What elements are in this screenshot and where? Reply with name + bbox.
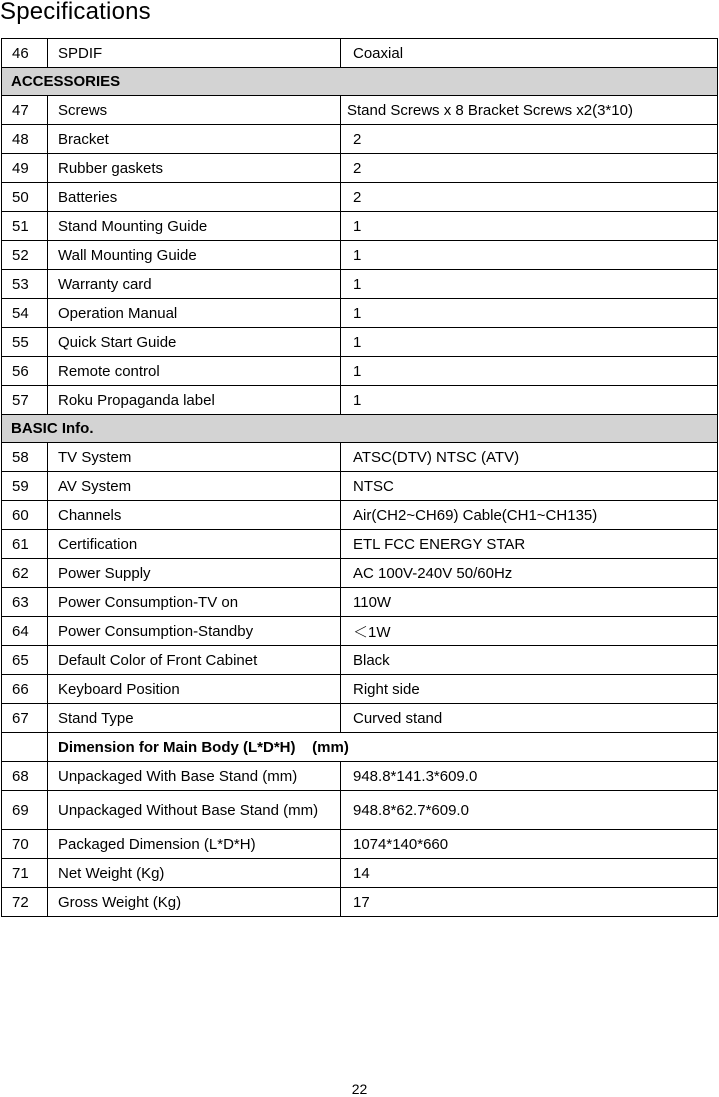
spec-value: 1 bbox=[341, 357, 718, 386]
spec-name: Unpackaged With Base Stand (mm) bbox=[48, 762, 341, 791]
spec-value: AC 100V-240V 50/60Hz bbox=[341, 559, 718, 588]
spec-value: ETL FCC ENERGY STAR bbox=[341, 530, 718, 559]
table-row bbox=[2, 617, 718, 646]
table-row bbox=[2, 559, 718, 588]
table-row bbox=[2, 704, 718, 733]
spec-value: 1 bbox=[341, 386, 718, 415]
table-row bbox=[2, 675, 718, 704]
spec-name: Remote control bbox=[48, 357, 341, 386]
row-number: 46 bbox=[2, 39, 48, 68]
table-row bbox=[2, 212, 718, 241]
spec-value: Air(CH2~CH69) Cable(CH1~CH135) bbox=[341, 501, 718, 530]
spec-value: 1 bbox=[341, 328, 718, 357]
spec-name: Net Weight (Kg) bbox=[48, 859, 341, 888]
row-number: 52 bbox=[2, 241, 48, 270]
row-number: 56 bbox=[2, 357, 48, 386]
row-number: 55 bbox=[2, 328, 48, 357]
row-number: 59 bbox=[2, 472, 48, 501]
row-number: 64 bbox=[2, 617, 48, 646]
section-header-basic-info bbox=[2, 415, 718, 443]
spec-value: 1 bbox=[341, 212, 718, 241]
row-number: 54 bbox=[2, 299, 48, 328]
spec-name: AV System bbox=[48, 472, 341, 501]
row-number: 72 bbox=[2, 888, 48, 917]
spec-value: 2 bbox=[341, 154, 718, 183]
spec-value: 1 bbox=[341, 299, 718, 328]
specifications-table bbox=[1, 38, 718, 917]
spec-value: 948.8*141.3*609.0 bbox=[341, 762, 718, 791]
row-number: 66 bbox=[2, 675, 48, 704]
row-number: 68 bbox=[2, 762, 48, 791]
row-number: 48 bbox=[2, 125, 48, 154]
row-number: 51 bbox=[2, 212, 48, 241]
spec-value: Stand Screws x 8 Bracket Screws x2(3*10) bbox=[341, 96, 718, 125]
spec-name: Roku Propaganda label bbox=[48, 386, 341, 415]
spec-value: Coaxial bbox=[341, 39, 718, 68]
row-number: 65 bbox=[2, 646, 48, 675]
spec-name: Keyboard Position bbox=[48, 675, 341, 704]
spec-name: Rubber gaskets bbox=[48, 154, 341, 183]
row-number: 70 bbox=[2, 830, 48, 859]
table-row bbox=[2, 791, 718, 830]
table-row bbox=[2, 299, 718, 328]
page-number: 22 bbox=[351, 1081, 368, 1097]
spec-name: Bracket bbox=[48, 125, 341, 154]
spec-value: 2 bbox=[341, 183, 718, 212]
table-row bbox=[2, 830, 718, 859]
spec-value: Black bbox=[341, 646, 718, 675]
spec-value: 948.8*62.7*609.0 bbox=[341, 791, 718, 830]
row-number: 71 bbox=[2, 859, 48, 888]
spec-name: Stand Mounting Guide bbox=[48, 212, 341, 241]
spec-name: Unpackaged Without Base Stand (mm) bbox=[48, 791, 341, 830]
spec-name: SPDIF bbox=[48, 39, 341, 68]
table-row bbox=[2, 646, 718, 675]
page-title: Specifications bbox=[0, 0, 151, 25]
spec-value: 14 bbox=[341, 859, 718, 888]
spec-name: Certification bbox=[48, 530, 341, 559]
table-row bbox=[2, 530, 718, 559]
row-number: 47 bbox=[2, 96, 48, 125]
section-title: BASIC Info. bbox=[2, 415, 718, 443]
spec-name: Quick Start Guide bbox=[48, 328, 341, 357]
row-number: 53 bbox=[2, 270, 48, 299]
table-row bbox=[2, 472, 718, 501]
row-number: 49 bbox=[2, 154, 48, 183]
spec-value: 1 bbox=[341, 270, 718, 299]
spec-name: Batteries bbox=[48, 183, 341, 212]
spec-name: Wall Mounting Guide bbox=[48, 241, 341, 270]
row-number: 60 bbox=[2, 501, 48, 530]
table-row bbox=[2, 443, 718, 472]
row-number: 63 bbox=[2, 588, 48, 617]
spec-name: Power Consumption-Standby bbox=[48, 617, 341, 646]
table-row bbox=[2, 501, 718, 530]
spec-name: Packaged Dimension (L*D*H) bbox=[48, 830, 341, 859]
spec-name: Stand Type bbox=[48, 704, 341, 733]
spec-value: ATSC(DTV) NTSC (ATV) bbox=[341, 443, 718, 472]
spec-name: Power Consumption-TV on bbox=[48, 588, 341, 617]
spec-name: Channels bbox=[48, 501, 341, 530]
spec-name: TV System bbox=[48, 443, 341, 472]
table-row bbox=[2, 183, 718, 212]
spec-value: 17 bbox=[341, 888, 718, 917]
spec-name: Power Supply bbox=[48, 559, 341, 588]
spec-name: Operation Manual bbox=[48, 299, 341, 328]
table-row bbox=[2, 762, 718, 791]
table-row bbox=[2, 386, 718, 415]
section-title: ACCESSORIES bbox=[2, 68, 718, 96]
spec-name: Warranty card bbox=[48, 270, 341, 299]
row-number-empty bbox=[2, 733, 48, 762]
section-header-accessories bbox=[2, 68, 718, 96]
spec-value: Right side bbox=[341, 675, 718, 704]
table-row bbox=[2, 357, 718, 386]
dimension-subheader bbox=[2, 733, 718, 762]
row-number: 61 bbox=[2, 530, 48, 559]
row-number: 69 bbox=[2, 791, 48, 830]
table-row bbox=[2, 888, 718, 917]
table-row bbox=[2, 154, 718, 183]
spec-value: Curved stand bbox=[341, 704, 718, 733]
spec-value: 1 bbox=[341, 241, 718, 270]
spec-value: NTSC bbox=[341, 472, 718, 501]
table-row bbox=[2, 588, 718, 617]
row-number: 62 bbox=[2, 559, 48, 588]
row-number: 50 bbox=[2, 183, 48, 212]
table-row bbox=[2, 39, 718, 68]
row-number: 57 bbox=[2, 386, 48, 415]
spec-value: 1074*140*660 bbox=[341, 830, 718, 859]
table-row bbox=[2, 96, 718, 125]
row-number: 58 bbox=[2, 443, 48, 472]
spec-name: Screws bbox=[48, 96, 341, 125]
spec-value: 110W bbox=[341, 588, 718, 617]
spec-name: Gross Weight (Kg) bbox=[48, 888, 341, 917]
row-number: 67 bbox=[2, 704, 48, 733]
spec-name: Default Color of Front Cabinet bbox=[48, 646, 341, 675]
table-row bbox=[2, 328, 718, 357]
subheader-title: Dimension for Main Body (L*D*H) (mm) bbox=[48, 733, 718, 762]
table-row bbox=[2, 859, 718, 888]
spec-value: ＜1W bbox=[341, 617, 718, 646]
table-row bbox=[2, 125, 718, 154]
table-row bbox=[2, 241, 718, 270]
table-row bbox=[2, 270, 718, 299]
spec-value: 2 bbox=[341, 125, 718, 154]
